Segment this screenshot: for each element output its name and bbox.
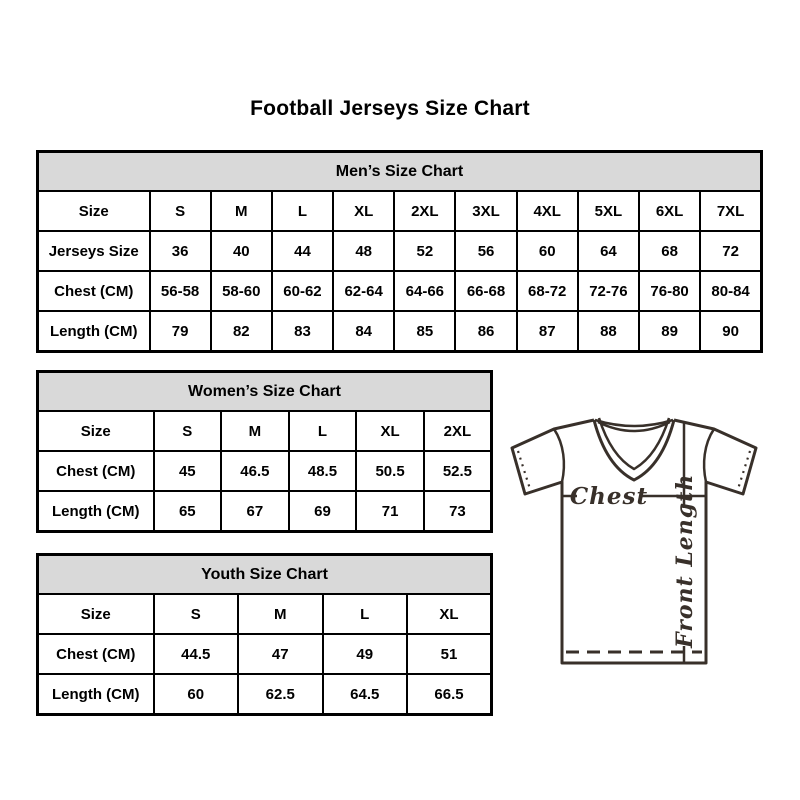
value-cell: 66-68 [455, 271, 516, 311]
value-cell: M [221, 411, 289, 451]
value-cell: 87 [517, 311, 578, 352]
mens-row-1 [38, 231, 762, 271]
left-cuff-stitch [518, 451, 530, 489]
value-cell: 47 [238, 634, 323, 674]
value-cell: 72 [700, 231, 761, 271]
jersey-outline [512, 420, 756, 663]
value-cell: 60-62 [272, 271, 333, 311]
value-cell: XL [356, 411, 424, 451]
value-cell: 66.5 [407, 674, 492, 715]
page-title: Football Jerseys Size Chart [250, 97, 530, 120]
value-cell: 2XL [394, 191, 455, 231]
value-cell: S [154, 594, 239, 634]
value-cell: 7XL [700, 191, 761, 231]
row-label-cell: Chest (CM) [38, 451, 154, 491]
value-cell: 71 [356, 491, 424, 532]
value-cell: 46.5 [221, 451, 289, 491]
chest-label: Chest [569, 483, 649, 510]
row-label-cell: Jerseys Size [38, 231, 150, 271]
womens-row-1 [38, 451, 492, 491]
value-cell: 79 [150, 311, 211, 352]
value-cell: L [323, 594, 408, 634]
value-cell: XL [407, 594, 492, 634]
front-length-label: Front Length [672, 473, 698, 648]
value-cell: M [238, 594, 323, 634]
value-cell: 2XL [424, 411, 492, 451]
value-cell: 56-58 [150, 271, 211, 311]
youth-row-2 [38, 674, 492, 715]
value-cell: 69 [289, 491, 357, 532]
youth-size-table [36, 553, 493, 716]
value-cell: 60 [154, 674, 239, 715]
row-label-cell: Size [38, 191, 150, 231]
youth-header-row [38, 555, 492, 595]
value-cell: 82 [211, 311, 272, 352]
value-cell: 49 [323, 634, 408, 674]
value-cell: 40 [211, 231, 272, 271]
mens-size-table [36, 150, 763, 353]
value-cell: 65 [154, 491, 222, 532]
value-cell: 6XL [639, 191, 700, 231]
row-label-cell: Size [38, 411, 154, 451]
value-cell: 90 [700, 311, 761, 352]
value-cell: M [211, 191, 272, 231]
value-cell: 4XL [517, 191, 578, 231]
value-cell: S [150, 191, 211, 231]
value-cell: 48 [333, 231, 394, 271]
value-cell: 76-80 [639, 271, 700, 311]
value-cell: 60 [517, 231, 578, 271]
youth-row-1 [38, 634, 492, 674]
value-cell: 51 [407, 634, 492, 674]
value-cell: 5XL [578, 191, 639, 231]
value-cell: XL [333, 191, 394, 231]
row-label-cell: Length (CM) [38, 491, 154, 532]
value-cell: 56 [455, 231, 516, 271]
value-cell: 67 [221, 491, 289, 532]
value-cell: 50.5 [356, 451, 424, 491]
value-cell: 73 [424, 491, 492, 532]
value-cell: 3XL [455, 191, 516, 231]
jersey-measurement-diagram [502, 412, 760, 666]
row-label-cell: Length (CM) [38, 311, 150, 352]
womens-header-row [38, 372, 492, 412]
row-label-cell: Chest (CM) [38, 634, 154, 674]
left-sleeve-seam [554, 429, 564, 482]
mens-row-3 [38, 311, 762, 352]
value-cell: 68-72 [517, 271, 578, 311]
value-cell: 36 [150, 231, 211, 271]
value-cell: 83 [272, 311, 333, 352]
collar-outer-v [594, 420, 674, 480]
value-cell: 62.5 [238, 674, 323, 715]
youth-table-title: Youth Size Chart [38, 555, 492, 595]
value-cell: 58-60 [211, 271, 272, 311]
womens-row-0 [38, 411, 492, 451]
value-cell: 45 [154, 451, 222, 491]
value-cell: 64-66 [394, 271, 455, 311]
row-label-cell: Length (CM) [38, 674, 154, 715]
value-cell: 68 [639, 231, 700, 271]
jersey-diagram-icon [502, 412, 760, 666]
value-cell: 72-76 [578, 271, 639, 311]
mens-header-row [38, 152, 762, 192]
right-sleeve-seam [704, 429, 714, 482]
value-cell: 44 [272, 231, 333, 271]
value-cell: 64 [578, 231, 639, 271]
value-cell: 52.5 [424, 451, 492, 491]
value-cell: 88 [578, 311, 639, 352]
youth-row-0 [38, 594, 492, 634]
value-cell: 84 [333, 311, 394, 352]
mens-table-title: Men’s Size Chart [38, 152, 762, 192]
mens-row-2 [38, 271, 762, 311]
right-cuff-stitch [738, 451, 750, 489]
value-cell: 86 [455, 311, 516, 352]
value-cell: 44.5 [154, 634, 239, 674]
mens-row-0 [38, 191, 762, 231]
value-cell: 52 [394, 231, 455, 271]
front-length-measure-line [672, 422, 698, 663]
value-cell: 48.5 [289, 451, 357, 491]
value-cell: 64.5 [323, 674, 408, 715]
womens-table-title: Women’s Size Chart [38, 372, 492, 412]
womens-size-table [36, 370, 493, 533]
value-cell: L [272, 191, 333, 231]
row-label-cell: Chest (CM) [38, 271, 150, 311]
value-cell: 89 [639, 311, 700, 352]
value-cell: 80-84 [700, 271, 761, 311]
value-cell: S [154, 411, 222, 451]
value-cell: 85 [394, 311, 455, 352]
value-cell: L [289, 411, 357, 451]
value-cell: 62-64 [333, 271, 394, 311]
womens-row-2 [38, 491, 492, 532]
row-label-cell: Size [38, 594, 154, 634]
